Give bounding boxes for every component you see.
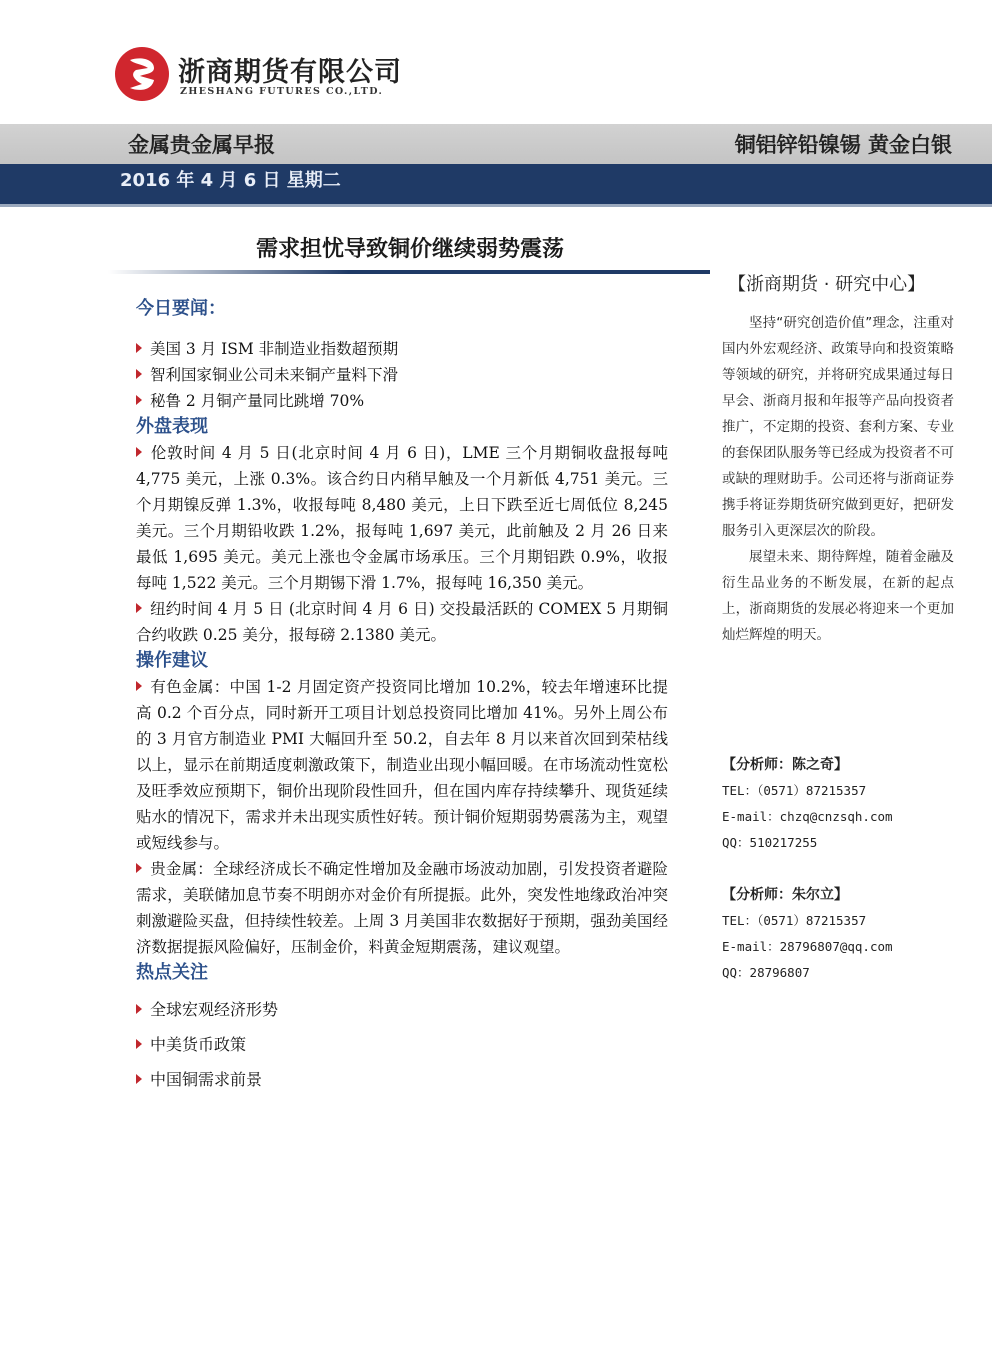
company-name-en: ZHESHANG FUTURES CO.,LTD. — [180, 86, 384, 97]
company-name-cn: 浙商期货有限公司 — [178, 57, 402, 88]
sidebar — [722, 270, 954, 648]
list-item: 中国铜需求前景 — [136, 1062, 668, 1097]
bullet-triangle-icon — [136, 1074, 142, 1084]
hot-topics-list — [136, 992, 668, 1097]
analyst-email: E-mail：28796807@qq.com — [722, 939, 893, 954]
section-title-hot: 热点关注 — [136, 962, 208, 983]
section-title-news: 今日要闻： — [136, 298, 226, 319]
covered-metals: 铜铝锌铅镍锡 黄金白银 — [734, 133, 952, 157]
news-list — [136, 336, 668, 414]
analyst-card — [722, 882, 962, 986]
bullet-triangle-icon — [136, 343, 142, 353]
analyst-email: E-mail：chzq@cnzsqh.com — [722, 809, 893, 824]
company-logo — [114, 46, 404, 106]
bullet-triangle-icon — [136, 863, 142, 873]
overseas-paragraph: 伦敦时间 4 月 5 日(北京时间 4 月 6 日)，LME 三个月期铜收盘报每吨 4,775 美元，上涨 0.3%。该合约日内稍早触及一个月新低 4,751 美元。三个月期镍反弹 1.3%，收报每吨 8,480 美元，上日下跌至近七周低位 8,245 美元。三个月期铅收跌 1.2%，报每吨 1,697 美元，此前触及 2 月 26 日来最低 1,695 美元。美元上涨也令金属市场承压。三个月期铝跌 0.9%，收报每吨 1,522 美元。三个月期锡下滑 1.7%，报每吨 16,350 美元。 — [136, 444, 668, 592]
list-item: 全球宏观经济形势 — [136, 992, 668, 1027]
overseas-paragraph: 纽约时间 4 月 5 日 (北京时间 4 月 6 日) 交投最活跃的 COMEX 5 月期铜合约收跌 0.25 美分，报每磅 2.1380 美元。 — [136, 600, 668, 644]
list-item: 智利国家铜业公司未来铜产量料下滑 — [136, 362, 668, 388]
analyst-qq: QQ：28796807 — [722, 965, 810, 980]
analyst-name: 【分析师：陈之奇】 — [722, 757, 848, 773]
logo-emblem-icon — [114, 46, 170, 102]
intro-paragraph: 展望未来、期待辉煌，随着金融及衍生品业务的不断发展，在新的起点上，浙商期货的发展必将迎来一个更加灿烂辉煌的明天。 — [722, 549, 954, 643]
report-banner — [0, 124, 992, 164]
analyst-name: 【分析师：朱尔立】 — [722, 887, 848, 903]
list-item: 秘鲁 2 月铜产量同比跳增 70% — [136, 388, 668, 414]
analyst-card — [722, 752, 962, 856]
company-intro — [722, 310, 954, 648]
report-date: 2016 年 4 月 6 日 星期二 — [120, 170, 341, 191]
report-name: 金属贵金属早报 — [128, 133, 275, 157]
bullet-triangle-icon — [136, 1039, 142, 1049]
title-underline — [108, 270, 710, 274]
analyst-qq: QQ：510217255 — [722, 835, 818, 850]
bullet-triangle-icon — [136, 1004, 142, 1014]
date-banner — [0, 164, 992, 204]
research-center-label: 【浙商期货 · 研究中心】 — [728, 274, 926, 295]
bullet-triangle-icon — [136, 369, 142, 379]
section-title-advice: 操作建议 — [136, 650, 208, 671]
page-title: 需求担忧导致铜价继续弱势震荡 — [255, 237, 564, 262]
bullet-triangle-icon — [136, 447, 142, 457]
bullet-triangle-icon — [136, 395, 142, 405]
analyst-tel: TEL：（0571）87215357 — [722, 783, 867, 798]
section-title-overseas: 外盘表现 — [136, 416, 208, 437]
list-item: 中美货币政策 — [136, 1027, 668, 1062]
advice-paragraph: 有色金属：中国 1-2 月固定资产投资同比增加 10.2%，较去年增速环比提高 0.2 个百分点，同时新开工项目计划总投资同比增加 41%。另外上周公布的 3 月官方制造业 PMI 大幅回升至 50.2，自去年 8 月以来首次回到荣枯线以上，显示在前期适度刺激政策下，制造业出现小幅回暖。在市场流动性宽松及旺季效应预期下，铜价出现阶段性回升，但在国内库存持续攀升、现货延续贴水的情况下，需求并未出现实质性好转。预计铜价短期弱势震荡为主，观望或短线参与。 — [136, 678, 668, 852]
list-item: 美国 3 月 ISM 非制造业指数超预期 — [136, 336, 668, 362]
bullet-triangle-icon — [136, 681, 142, 691]
advice-paragraph: 贵金属：全球经济成长不确定性增加及金融市场波动加剧，引发投资者避险需求，美联储加息节奏不明朗亦对金价有所提振。此外，突发性地缘政治冲突刺激避险买盘，但持续性较差。上周 3 月美国非农数据好于预期，强劲美国经济数据提振风险偏好，压制金价，料黄金短期震荡，建议观望。 — [136, 860, 668, 956]
analyst-tel: TEL：（0571）87215357 — [722, 913, 867, 928]
intro-paragraph: 坚持“研究创造价值”理念，注重对国内外宏观经济、政策导向和投资策略等领域的研究，并将研究成果通过每日早会、浙商月报和年报等产品向投资者推广，不定期的投资、套利方案、专业的套保团队服务等已经成为投资者不可或缺的理财助手。公司还将与浙商证券携手将证券期货研究做到更好，把研发服务引入更深层次的阶段。 — [722, 315, 954, 539]
bullet-triangle-icon — [136, 603, 142, 613]
banner-divider — [0, 204, 992, 207]
main-column — [136, 296, 668, 1097]
